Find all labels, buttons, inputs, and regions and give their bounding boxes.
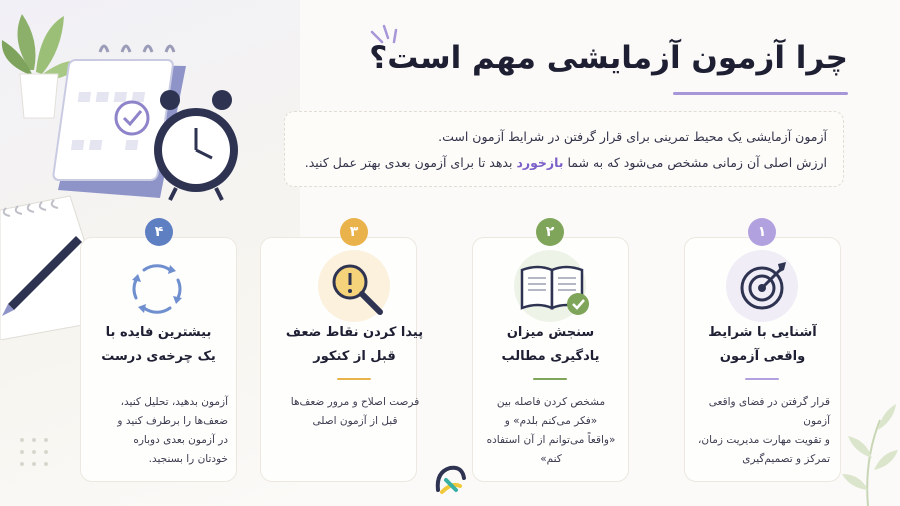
card-1-title <box>684 321 841 369</box>
card-4-title <box>80 321 237 369</box>
card-2-number-badge: ۲ <box>536 218 564 246</box>
card-3-number-badge: ۳ <box>340 218 368 246</box>
intro-line-1: آزمون آزمایشی یک محیط تمرینی برای قرار گرفتن در شرایط آزمون است. <box>438 129 827 144</box>
card-1-title-line-2: واقعی آزمون <box>719 349 806 364</box>
card-4-desc-line-4: خودتان را بسنجید. <box>148 453 228 465</box>
card-1-desc-line-1: قرار گرفتن در فضای واقعی آزمون <box>708 396 830 427</box>
card-2-title-line-1: سنجش میزان <box>506 325 595 340</box>
intro-box <box>284 111 844 187</box>
intro-line-2-before: ارزش اصلی آن زمانی مشخص می‌شود که به شما <box>567 155 827 170</box>
card-4-desc-line-1: آزمون بدهید، تحلیل کنید، <box>120 396 228 408</box>
card-1-desc-line-3: تمرکز و تصمیم‌گیری <box>742 453 830 465</box>
title-underline <box>673 92 848 95</box>
card-3-title-line-1: پیدا کردن نقاط ضعف <box>285 325 424 340</box>
card-4-number-badge: ۴ <box>145 218 173 246</box>
card-2-desc-line-1: مشخص کردن فاصله بین <box>496 396 606 408</box>
card-2-description <box>476 393 626 469</box>
target-icon <box>738 260 788 312</box>
intro-highlight: بازخورد <box>516 155 564 170</box>
card-1-desc-line-2: و تقویت مهارت مدیریت زمان، <box>697 434 830 446</box>
magnifier-warning-icon <box>328 260 386 316</box>
card-2-desc-line-3: «واقعاً می‌توانم از آن استفاده کنم» <box>486 434 616 465</box>
dots-decoration <box>18 436 58 476</box>
card-1-title-line-1: آشنایی با شرایط <box>708 325 817 340</box>
card-2-divider <box>533 378 567 380</box>
card-3-divider <box>337 378 371 380</box>
card-2-title-line-2: یادگیری مطالب <box>501 349 600 364</box>
intro-line-2-after: بدهد تا برای آزمون بعدی بهتر عمل کنید. <box>304 155 513 170</box>
card-2-title <box>472 321 629 369</box>
card-4-title-line-1: بیشترین فایده با <box>105 325 212 340</box>
brand-logo-icon <box>432 462 468 498</box>
card-3-desc-line-1: فرصت اصلاح و مرور ضعف‌ها <box>290 396 420 408</box>
open-book-check-icon <box>518 262 592 318</box>
card-4-desc-line-2: ضعف‌ها را برطرف کنید و <box>117 415 228 427</box>
card-4-description <box>80 393 228 469</box>
card-2-desc-line-2: «فکر می‌کنم بلدم» و <box>504 415 598 427</box>
card-1-divider <box>745 378 779 380</box>
cycle-arrows-icon <box>128 262 186 316</box>
card-3-description <box>280 393 430 431</box>
card-3-desc-line-2: قبل از آزمون اصلی <box>312 415 398 427</box>
alarm-clock-icon <box>154 90 238 200</box>
card-1-number-badge: ۱ <box>748 218 776 246</box>
card-3-title-line-2: قبل از کنکور <box>313 349 396 364</box>
page-title: چرا آزمون آزمایشی مهم است؟ <box>369 40 848 76</box>
card-4-title-line-2: یک چرخه‌ی درست <box>101 349 216 364</box>
intro-line-2 <box>301 150 827 176</box>
card-1-description <box>680 393 830 469</box>
card-3-title <box>276 321 433 369</box>
card-4-desc-line-3: در آزمون بعدی دوباره <box>133 434 228 446</box>
